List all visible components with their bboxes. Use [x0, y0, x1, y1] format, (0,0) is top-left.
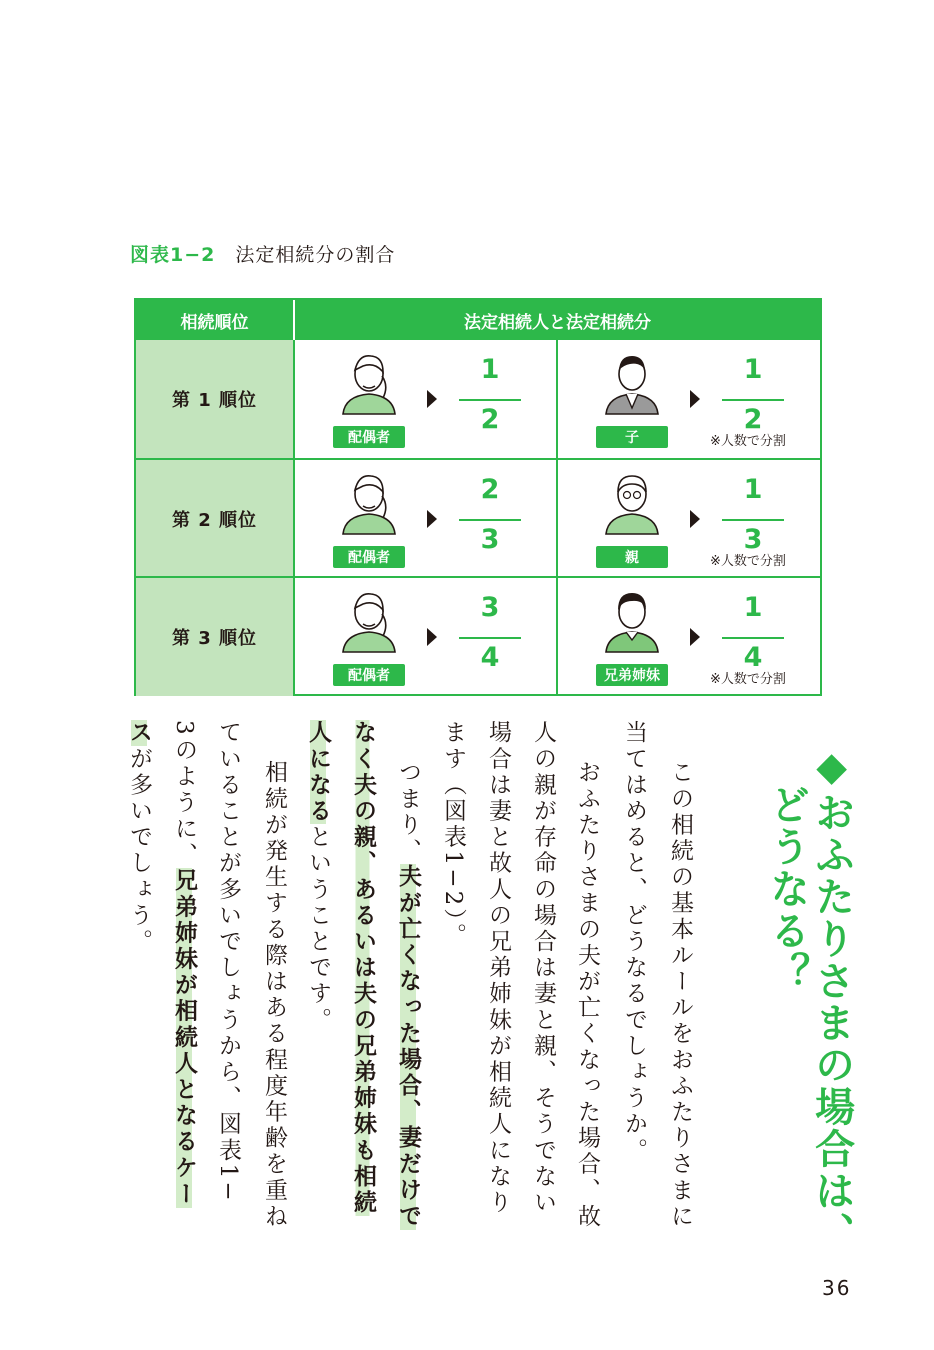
rank-label: 第 1 順位	[136, 340, 293, 458]
body-text: が多いでしょう。	[126, 746, 152, 955]
heading-line-1: おふたりさまの場合は、	[808, 792, 855, 1254]
body-column: ます（図表1−2）。	[440, 720, 466, 950]
table-header	[136, 300, 820, 340]
denominator: 4	[480, 642, 500, 673]
emphasis-text: 兄弟姉妹が相続人となるケー	[171, 868, 197, 1208]
body-column	[127, 720, 150, 955]
heading-line-2: どうなる？	[763, 784, 810, 994]
arrow-right-icon	[427, 628, 437, 646]
figure-caption	[130, 240, 395, 267]
page-number: 36	[822, 1276, 852, 1300]
arrow-right-icon	[690, 628, 700, 646]
denominator: 2	[480, 404, 500, 435]
heir-label: 兄弟姉妹	[596, 664, 668, 686]
body-column: 場合は妻と故人の兄弟姉妹が相続人になり	[485, 720, 511, 1216]
body-text: 3のように、	[171, 720, 197, 869]
rank-label: 第 2 順位	[136, 460, 293, 578]
body-column: この相続の基本ルールをおふたりさまに	[667, 760, 693, 1230]
heir-cell-child	[556, 340, 822, 458]
parent-icon	[600, 468, 664, 536]
arrow-right-icon	[427, 390, 437, 408]
emphasis-text: 夫が亡くなった場合、妻だけで	[395, 864, 421, 1230]
fraction-bar	[459, 519, 521, 521]
fraction-bar	[459, 637, 521, 639]
header-rank: 相続順位	[136, 300, 295, 340]
heir-cell-spouse	[293, 340, 558, 458]
fraction-bar	[722, 519, 784, 521]
wife-icon	[337, 586, 401, 654]
body-column-emphasis: なく夫の親、あるいは夫の兄弟姉妹も相続	[350, 720, 376, 1216]
heir-cell-spouse	[293, 460, 558, 578]
emphasis-text: ス	[126, 720, 152, 747]
body-column	[396, 760, 419, 1230]
wife-icon	[337, 348, 401, 416]
arrow-right-icon	[690, 510, 700, 528]
child-icon	[600, 348, 664, 416]
figure-title: 法定相続分の割合	[235, 244, 396, 266]
arrow-right-icon	[690, 390, 700, 408]
numerator: 1	[480, 354, 500, 385]
heir-label: 配偶者	[333, 546, 405, 568]
denominator: 3	[743, 524, 763, 555]
body-column	[172, 720, 195, 1208]
fraction-bar	[722, 399, 784, 401]
numerator: 1	[743, 354, 763, 385]
numerator: 1	[743, 592, 763, 623]
table-row	[136, 458, 820, 578]
figure-number: 図表1−2	[130, 244, 216, 266]
denominator: 2	[743, 404, 763, 435]
diamond-icon: ◆	[808, 744, 855, 792]
body-column: おふたりさまの夫が亡くなった場合、故	[574, 760, 600, 1230]
body-column: 人の親が存命の場合は妻と親、そうでない	[530, 720, 556, 1216]
denominator: 4	[743, 642, 763, 673]
numerator: 1	[743, 474, 763, 505]
table-row	[136, 576, 820, 696]
inheritance-share-table	[134, 298, 822, 696]
body-column: ていることが多いでしょうから、図表1−	[215, 720, 241, 1204]
heir-label: 親	[596, 546, 668, 568]
heir-cell-parent	[556, 460, 822, 578]
fraction-bar	[722, 637, 784, 639]
wife-icon	[337, 468, 401, 536]
body-column: 当てはめると、どうなるでしょうか。	[621, 720, 647, 1164]
heir-label: 配偶者	[333, 664, 405, 686]
emphasis-text: 人になる	[305, 720, 331, 825]
section-heading	[764, 744, 854, 1254]
heir-cell-siblings	[556, 578, 822, 696]
fraction-bar	[459, 399, 521, 401]
header-heirs: 法定相続人と法定相続分	[464, 312, 651, 333]
heir-label: 子	[596, 426, 668, 448]
body-column: 相続が発生する際はある程度年齢を重ね	[261, 760, 287, 1230]
numerator: 2	[480, 474, 500, 505]
split-note: ※人数で分割	[710, 554, 786, 569]
split-note: ※人数で分割	[710, 434, 786, 449]
fraction	[459, 592, 521, 682]
split-note: ※人数で分割	[710, 672, 786, 687]
numerator: 3	[480, 592, 500, 623]
sibling-icon	[600, 586, 664, 654]
body-text: つまり、	[395, 760, 421, 865]
arrow-right-icon	[427, 510, 437, 528]
body-column	[306, 720, 329, 1033]
rank-label: 第 3 順位	[136, 578, 293, 696]
fraction	[459, 354, 521, 444]
denominator: 3	[480, 524, 500, 555]
heir-cell-spouse	[293, 578, 558, 696]
table-row	[136, 340, 820, 458]
heir-label: 配偶者	[333, 426, 405, 448]
fraction	[459, 474, 521, 564]
body-text: ということです。	[305, 824, 331, 1034]
